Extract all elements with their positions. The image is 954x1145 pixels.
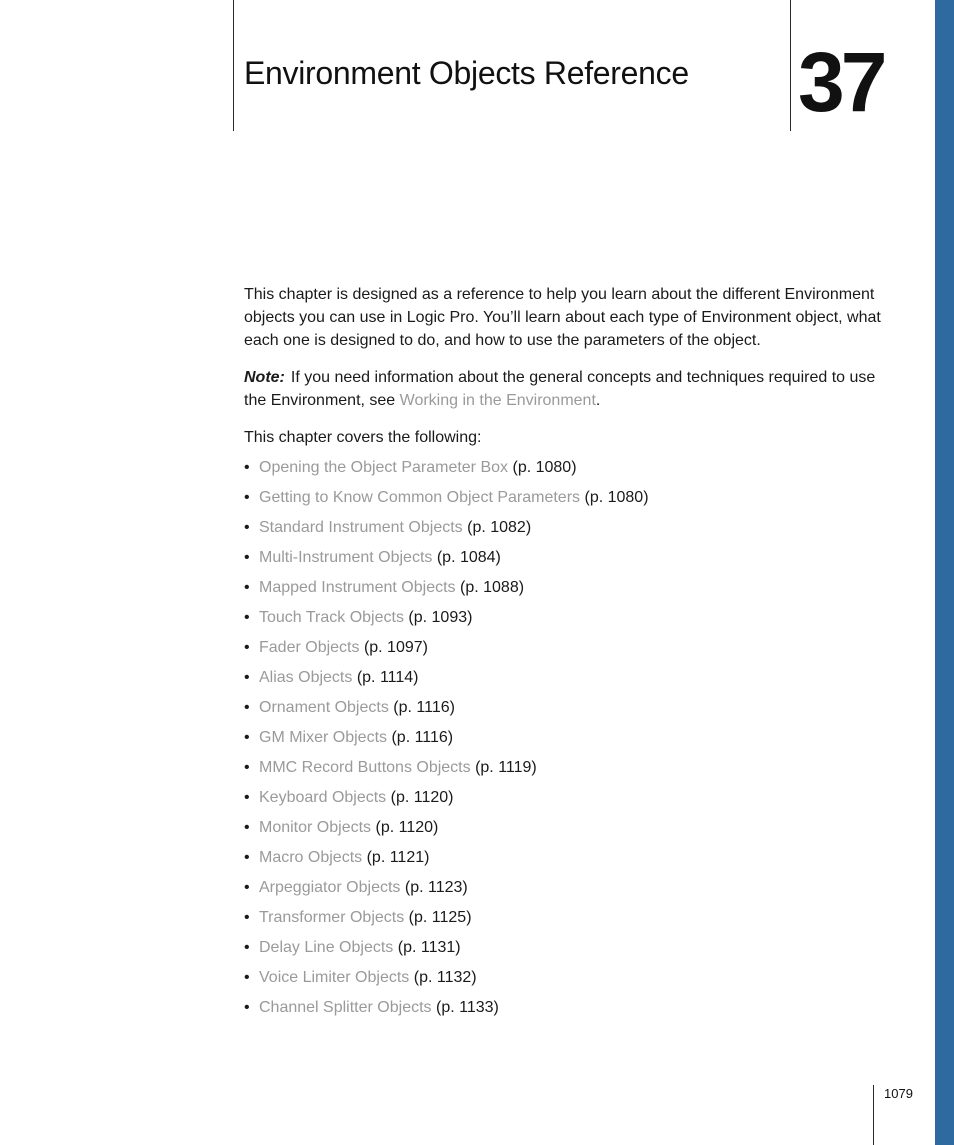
bullet-icon: •	[244, 639, 250, 656]
bullet-icon: •	[244, 939, 250, 956]
bullet-icon: •	[244, 579, 250, 596]
bullet-icon: •	[244, 519, 250, 536]
bullet-icon: •	[244, 729, 250, 746]
bullet-icon: •	[244, 459, 250, 476]
toc-item	[244, 456, 884, 486]
toc-page-ref: (p. 1119)	[475, 759, 537, 776]
toc-item	[244, 546, 884, 576]
toc-link[interactable]: Keyboard Objects	[259, 789, 387, 806]
toc-page-ref: (p. 1123)	[404, 879, 468, 896]
toc-item	[244, 966, 884, 996]
toc-item	[244, 726, 884, 756]
bullet-icon: •	[244, 699, 250, 716]
toc-link[interactable]: Monitor Objects	[259, 819, 372, 836]
toc-link[interactable]: Macro Objects	[259, 849, 363, 866]
toc-page-ref: (p. 1088)	[460, 579, 525, 596]
toc-page-ref: (p. 1116)	[393, 699, 455, 716]
toc-page-ref: (p. 1133)	[435, 999, 499, 1016]
working-in-environment-link[interactable]: Working in the Environment	[399, 392, 596, 409]
toc-item	[244, 876, 884, 906]
intro-paragraph: This chapter is designed as a reference to help you learn about the different Environment objects you can use in Logic Pro. You’ll learn about each type of Environment object, what each one is designed to do, and how to use the parameters of the object.	[244, 286, 881, 349]
toc-link[interactable]: Getting to Know Common Object Parameters	[259, 489, 581, 506]
bullet-icon: •	[244, 609, 250, 626]
toc-item	[244, 846, 884, 876]
header-right-rule	[790, 0, 791, 131]
bullet-icon: •	[244, 819, 250, 836]
toc-page-ref: (p. 1097)	[363, 639, 428, 656]
bullet-icon: •	[244, 489, 250, 506]
toc-page-ref: (p. 1121)	[366, 849, 430, 866]
header-left-rule	[233, 0, 234, 131]
toc-item	[244, 576, 884, 606]
toc-link[interactable]: Mapped Instrument Objects	[259, 579, 456, 596]
note-paragraph	[244, 366, 884, 412]
toc-link[interactable]: Standard Instrument Objects	[259, 519, 463, 536]
toc-link[interactable]: Delay Line Objects	[259, 939, 394, 956]
bullet-icon: •	[244, 999, 250, 1016]
note-end: .	[595, 392, 601, 409]
toc-link[interactable]: Voice Limiter Objects	[259, 969, 410, 986]
toc-link[interactable]: Touch Track Objects	[259, 609, 404, 626]
toc-page-ref: (p. 1120)	[390, 789, 454, 806]
toc-item	[244, 816, 884, 846]
chapter-title: Environment Objects Reference	[244, 55, 689, 91]
toc-page-ref: (p. 1125)	[408, 909, 472, 926]
toc-page-ref: (p. 1114)	[356, 669, 419, 686]
page-number-rule	[873, 1085, 874, 1145]
toc-item	[244, 786, 884, 816]
toc-link[interactable]: MMC Record Buttons Objects	[259, 759, 471, 776]
bullet-icon: •	[244, 909, 250, 926]
side-color-band	[935, 0, 954, 1145]
toc-page-ref: (p. 1080)	[512, 459, 577, 476]
toc-item	[244, 906, 884, 936]
toc-page-ref: (p. 1082)	[467, 519, 532, 536]
bullet-icon: •	[244, 669, 250, 686]
toc-link[interactable]: Fader Objects	[259, 639, 360, 656]
toc-item	[244, 486, 884, 516]
toc-item	[244, 636, 884, 666]
toc-page-ref: (p. 1084)	[436, 549, 501, 566]
bullet-icon: •	[244, 969, 250, 986]
toc-item	[244, 606, 884, 636]
note-text: If you need information about the general concepts and techniques required to use the Environment, see	[244, 369, 876, 409]
toc-page-ref: (p. 1131)	[397, 939, 461, 956]
toc-link[interactable]: Ornament Objects	[259, 699, 389, 716]
toc-item	[244, 696, 884, 726]
toc-link[interactable]: GM Mixer Objects	[259, 729, 388, 746]
toc-link[interactable]: Transformer Objects	[259, 909, 405, 926]
toc-link[interactable]: Multi-Instrument Objects	[259, 549, 433, 566]
chapter-number: 37	[798, 35, 884, 129]
page-number: 1079	[884, 1086, 913, 1101]
bullet-icon: •	[244, 759, 250, 776]
toc-item	[244, 996, 884, 1026]
bullet-icon: •	[244, 789, 250, 806]
toc-item	[244, 756, 884, 786]
toc-link[interactable]: Channel Splitter Objects	[259, 999, 432, 1016]
bullet-icon: •	[244, 549, 250, 566]
toc-link[interactable]: Opening the Object Parameter Box	[259, 459, 509, 476]
toc-page-ref: (p. 1132)	[413, 969, 477, 986]
chapter-content	[244, 283, 884, 1026]
toc-link[interactable]: Arpeggiator Objects	[259, 879, 401, 896]
toc-item	[244, 516, 884, 546]
toc-page-ref: (p. 1093)	[408, 609, 473, 626]
covers-label: This chapter covers the following:	[244, 429, 482, 446]
toc-page-ref: (p. 1080)	[584, 489, 649, 506]
bullet-icon: •	[244, 879, 250, 896]
toc-page-ref: (p. 1120)	[375, 819, 439, 836]
toc-page-ref: (p. 1116)	[391, 729, 454, 746]
toc-item	[244, 936, 884, 966]
chapter-toc-list	[244, 456, 884, 1026]
bullet-icon: •	[244, 849, 250, 866]
toc-item	[244, 666, 884, 696]
note-label: Note:	[244, 369, 285, 386]
toc-link[interactable]: Alias Objects	[259, 669, 353, 686]
